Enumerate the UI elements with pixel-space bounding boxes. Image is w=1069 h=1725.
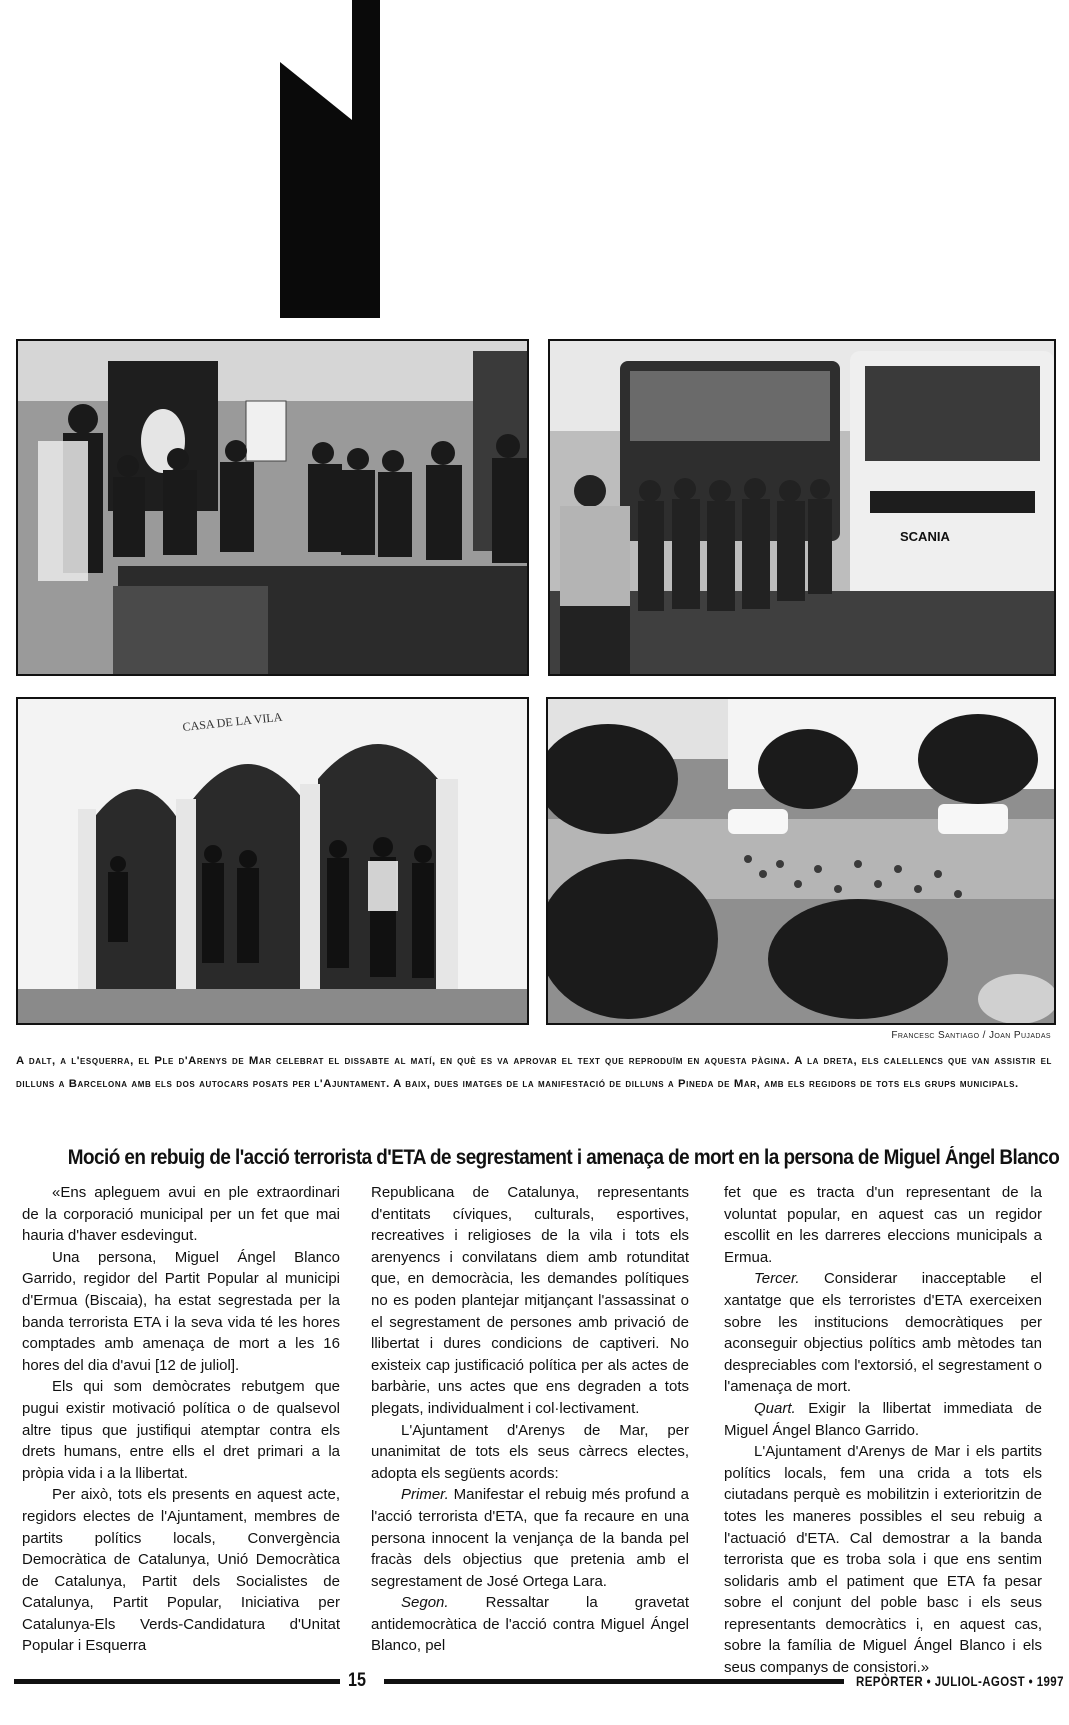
paragraph: L'Ajuntament d'Arenys de Mar i els partits polítics locals, fem una crida a tots els ciutadans perquè es mobilitzin i exterioritzin de totes les maneres possibles el seu rebuig a l'actuació d'ETA. Cal demostrar a la banda terrorista que es troba sola i que ens sentim solidaris amb el patiment que ETA fa pesar sobre el conjunt del poble basc i els seus representants democràtics i, en aquest cas, sobre la família de Miguel Ángel Blanco i els seus companys de consistori.» (724, 1443, 1042, 1677)
paragraph: fet que es tracta d'un representant de la voluntat popular, en aquest cas un regidor escollit en les darreres eleccions municipals a Ermua. (724, 1184, 1042, 1266)
photo-council-meeting (16, 339, 529, 676)
paragraph-text: Exigir la llibertat immediata de Miguel Ángel Blanco Garrido. (724, 1399, 1042, 1439)
magazine-issue-label: REPÒRTER • JULIOL-AGOST • 1997 (856, 1673, 1064, 1689)
photo-crowd-pineda (546, 697, 1056, 1025)
paragraph: Per això, tots els presents en aquest acte, regidors electes de l'Ajuntament, membres de partits polítics locals, Convergència Democràtica de Catalunya, Unió Democràtica de Catalunya, Partit dels Socialistes de Catalunya, Partit Popular, Iniciativa per Catalunya-Els Verds-Candidatura d'Unitat Popular i Esquerra (22, 1486, 340, 1655)
magazine-logo (280, 0, 380, 318)
paragraph: Republicana de Catalunya, representants d'entitats cíviques, culturals, esportives, recreatives i religioses de la vila i tots els arenyencs i convilatans diem amb rotunditat que, en democràcia, les demandes polítiques no es poden plantejar mitjançant l'assassinat o el segrestament de persones amb privació de llibertat i dures condicions de captiveri. No existeix cap justificació política per als actes de barbàrie, uns actes que ens degraden a tots plegats, individualment i col·lectivament. (371, 1184, 689, 1417)
photo-credit: Francesc Santiago / Joan Pujadas (891, 1030, 1051, 1041)
page-number: 15 (348, 1670, 366, 1691)
paragraph: Una persona, Miguel Ángel Blanco Garrido, regidor del Partit Popular al municipi d'Ermua (Biscaia), ha estat segrestada per la banda terrorista ETA i la seva vida té les hores comptades amb amenaça de mort a les 16 hores del dia d'avui [12 de juliol]. (22, 1248, 340, 1374)
paragraph: L'Ajuntament d'Arenys de Mar, per unanimitat de tots els seus càrrecs electes, adopta els següents acords: (371, 1421, 689, 1482)
agreement-label: Tercer. (754, 1270, 800, 1288)
footer-rule-right (384, 1679, 844, 1684)
photo-buses (548, 339, 1056, 676)
agreement-label: Quart. (754, 1399, 796, 1417)
photo-caption: A dalt, a l'esquerra, el Ple d'Arenys de Mar celebrat el dissabte al matí, en què es va aprovar el text que reproduïm en aquesta pàgina. A la dreta, els calellencs que van assistir el dilluns a Barcelona amb els dos autocars posats per l'Ajuntament. A baix, dues imatges de la manifestació de dilluns a Pineda de Mar, amb els regidors de tots els grups municipals. (16, 1055, 1052, 1090)
paragraph-tercer (724, 1268, 1042, 1398)
photo-casa-de-la-vila (16, 697, 529, 1025)
article-column-1 (22, 1182, 340, 1657)
article-headline: Moció en rebuig de l'acció terrorista d'ETA de segrestament i amenaça de mort en la persona de Miguel Ángel Blanco (67, 1146, 1060, 1169)
page-footer (14, 1670, 1064, 1694)
agreement-label: Segon. (401, 1594, 449, 1612)
paragraph-primer (371, 1484, 689, 1592)
article-column-3 (724, 1182, 1042, 1679)
footer-rule-left (14, 1679, 340, 1684)
paragraph-segon (371, 1592, 689, 1657)
paragraph-text: Considerar inacceptable el xantatge que els terroristes d'ETA exerceixen sobre les institucions democràtiques per aconseguir objectius polítics amb mètodes tan despreciables com l'extorsió, el segrestament o l'amenaça de mort. (724, 1270, 1042, 1396)
agreement-label: Primer. (401, 1486, 449, 1504)
svg-text:CASA DE LA VILA: CASA DE LA VILA (181, 709, 283, 734)
paragraph-text: Manifestar el rebuig més profund a l'acció terrorista d'ETA, que fa recaure en una persona innocent la venjança de la banda pel fracàs dels objectius que pretenia amb el segrestament de José Ortega Lara. (371, 1486, 689, 1590)
article-column-2 (371, 1182, 689, 1657)
paragraph-text: Ressaltar la gravetat antidemocràtica de l'acció contra Miguel Ángel Blanco, pel (371, 1594, 689, 1655)
paragraph-quart (724, 1398, 1042, 1441)
paragraph: Els qui som demòcrates rebutgem que pugui existir motivació política o de qualsevol altre tipus que justifiqui atemptar contra els drets humans, entre ells el dret primari a la pròpia vida i a la llibertat. (22, 1378, 340, 1482)
svg-text:SCANIA: SCANIA (900, 529, 950, 544)
paragraph: «Ens apleguem avui en ple extraordinari de la corporació municipal per un fet que mai hauria d'haver esdevingut. (22, 1184, 340, 1245)
